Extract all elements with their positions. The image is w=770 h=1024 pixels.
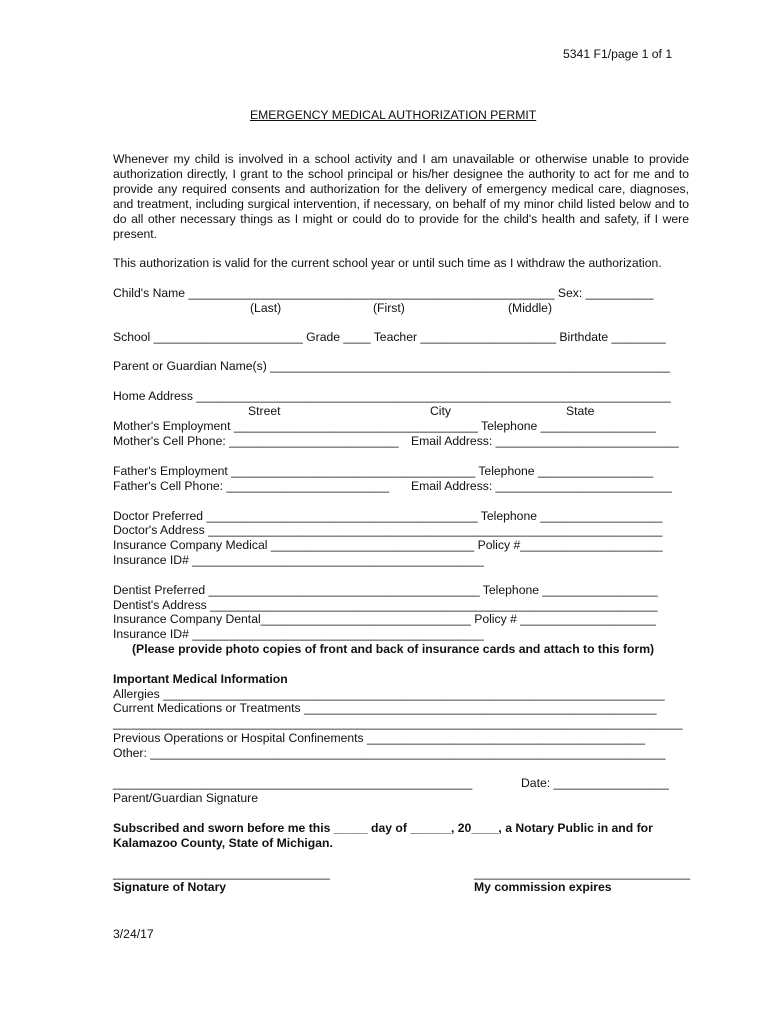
medical-info-heading: Important Medical Information: [113, 672, 288, 686]
child-last-label: (Last): [250, 301, 282, 315]
dentist-preferred-field[interactable]: Dentist Preferred ________________________________________ Telephone _________________: [113, 583, 658, 597]
validity-statement: This authorization is valid for the current school year or until such time as I withdraw the authorization.: [113, 256, 662, 270]
street-label: Street: [248, 404, 281, 418]
medical-insurance-id-field[interactable]: Insurance ID# ___________________________________________: [113, 553, 484, 567]
mother-email-field[interactable]: Email Address: ___________________________: [411, 434, 679, 448]
guardian-signature-label: Parent/Guardian Signature: [113, 791, 258, 805]
father-cell-field[interactable]: Father's Cell Phone: ________________________: [113, 479, 390, 493]
doctor-preferred-field[interactable]: Doctor Preferred ________________________________________ Telephone __________________: [113, 509, 663, 523]
child-middle-label: (Middle): [508, 301, 553, 315]
guardian-signature-line[interactable]: _____________________________________________________: [113, 776, 473, 790]
other-field[interactable]: Other: ____________________________________________________________________________: [113, 746, 666, 760]
mother-cell-field[interactable]: Mother's Cell Phone: _________________________: [113, 434, 399, 448]
child-first-label: (First): [373, 301, 405, 315]
dental-insurance-field[interactable]: Insurance Company Dental_______________________________ Policy # ____________________: [113, 612, 656, 626]
insurance-card-note: (Please provide photo copies of front and back of insurance cards and attach to this form): [132, 642, 655, 656]
state-label: State: [566, 404, 595, 418]
medications-field[interactable]: Current Medications or Treatments ____________________________________________________: [113, 701, 657, 715]
notary-statement-line2: Kalamazoo County, State of Michigan.: [113, 836, 333, 850]
form-title: EMERGENCY MEDICAL AUTHORIZATION PERMIT: [250, 108, 537, 122]
medical-insurance-field[interactable]: Insurance Company Medical ______________________________ Policy #_____________________: [113, 538, 663, 552]
signature-date-field[interactable]: Date: _________________: [521, 776, 669, 790]
commission-expiry-line[interactable]: ________________________________: [474, 866, 691, 880]
intro-paragraph: Whenever my child is involved in a school activity and I am unavailable or otherwise unable to provide authorization directly, I grant to the school principal or his/her designee the authority to act for me and to provide any required consents and authorization for the delivery of emergency medical care, diagnoses, and treatment, including surgical intervention, if necessary, on behalf of my minor child listed below and to do all other necessary things as I might or could do to provide for the child's health and safety, if I were present.: [113, 152, 689, 241]
notary-statement-line1: Subscribed and sworn before me this _____ day of ______, 20____, a Notary Public in and for: [113, 821, 653, 835]
doctor-address-field[interactable]: Doctor's Address ___________________________________________________________________: [113, 523, 663, 537]
operations-field[interactable]: Previous Operations or Hospital Confinements _________________________________________: [113, 731, 645, 745]
medications-continued-field[interactable]: ____________________________________________________________________________________: [113, 716, 683, 730]
notary-signature-line[interactable]: ________________________________: [113, 866, 330, 880]
dental-insurance-id-field[interactable]: Insurance ID# ___________________________________________: [113, 627, 484, 641]
city-label: City: [430, 404, 451, 418]
dentist-address-field[interactable]: Dentist's Address __________________________________________________________________: [113, 598, 658, 612]
mother-employment-field[interactable]: Mother's Employment ____________________________________ Telephone _________________: [113, 419, 656, 433]
child-name-field[interactable]: Child's Name ______________________________________________________ Sex: __________: [113, 286, 654, 300]
allergies-field[interactable]: Allergies __________________________________________________________________________: [113, 687, 665, 701]
commission-expiry-label: My commission expires: [474, 880, 612, 894]
guardian-name-field[interactable]: Parent or Guardian Name(s) ___________________________________________________________: [113, 359, 671, 373]
father-employment-field[interactable]: Father's Employment ____________________________________ Telephone _________________: [113, 464, 654, 478]
school-grade-teacher-birthdate-field[interactable]: School ______________________ Grade ____ Teacher ____________________ Birthdate ________: [113, 330, 666, 344]
page-reference: 5341 F1/page 1 of 1: [563, 47, 673, 61]
father-email-field[interactable]: Email Address: __________________________: [411, 479, 672, 493]
home-address-field[interactable]: Home Address ______________________________________________________________________: [113, 389, 671, 403]
notary-signature-label: Signature of Notary: [113, 880, 227, 894]
revision-date: 3/24/17: [113, 927, 154, 941]
